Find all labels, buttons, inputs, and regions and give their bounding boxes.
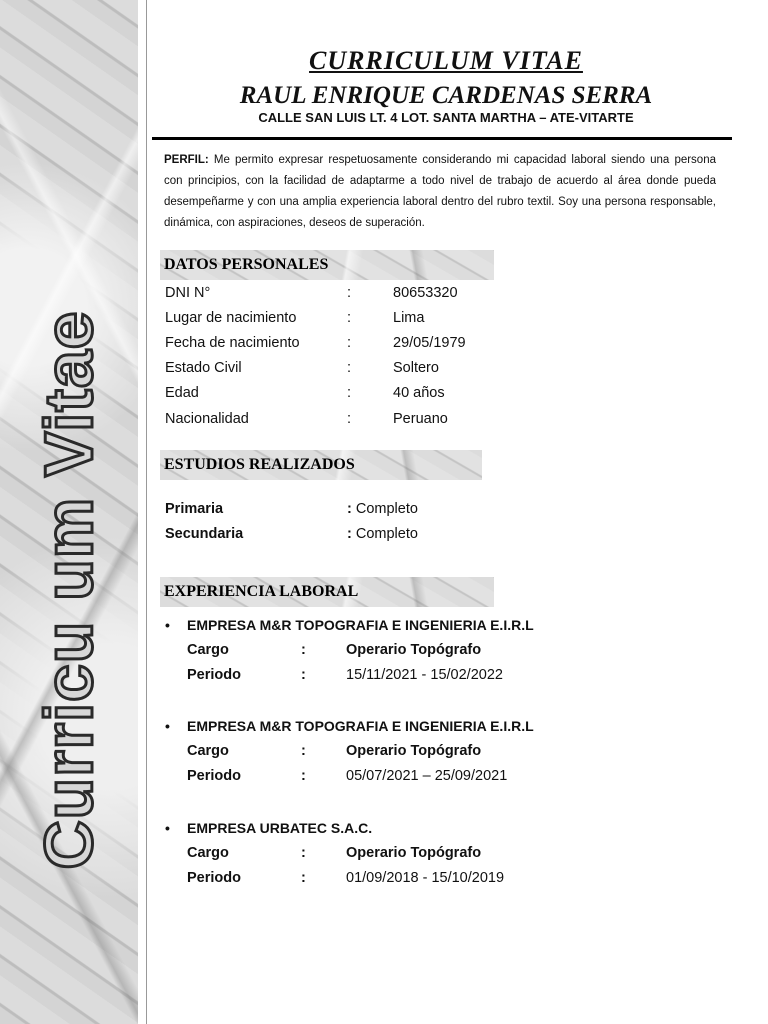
personal-label: Lugar de nacimiento	[165, 310, 297, 326]
personal-value: 80653320	[393, 285, 458, 301]
section-experience-heading: EXPERIENCIA LABORAL	[160, 577, 494, 607]
separator: :	[347, 285, 352, 301]
personal-value: 29/05/1979	[393, 335, 466, 351]
header-rule	[152, 137, 732, 140]
cargo-label: Cargo	[187, 642, 229, 658]
periodo-label: Periodo	[187, 870, 241, 886]
profile-paragraph	[164, 150, 716, 234]
personal-value: Lima	[393, 310, 425, 326]
person-name: RAUL ENRIQUE CARDENAS SERRA	[239, 82, 653, 109]
job-company	[165, 718, 534, 734]
personal-label: Fecha de nacimiento	[165, 335, 300, 351]
vertical-title: Curricu um Vitae	[31, 310, 107, 870]
separator: :	[301, 870, 306, 886]
separator: :	[301, 642, 306, 658]
cv-content	[152, 0, 752, 1024]
education-label: Primaria	[165, 501, 224, 517]
personal-label: Nacionalidad	[165, 411, 249, 427]
periodo-value: 01/09/2018 - 15/10/2019	[346, 870, 505, 886]
personal-value: Peruano	[393, 411, 448, 427]
separator: :	[347, 526, 352, 542]
bullet-icon: •	[165, 820, 170, 836]
company-name: EMPRESA M&R TOPOGRAFIA E INGENIERIA E.I.R.L	[187, 617, 534, 633]
section-personal-heading: DATOS PERSONALES	[160, 250, 494, 280]
periodo-label: Periodo	[187, 667, 241, 683]
bullet-icon: •	[165, 718, 170, 734]
cargo-value: Operario Topógrafo	[346, 845, 482, 861]
separator: :	[301, 743, 306, 759]
separator: :	[347, 501, 352, 517]
education-label: Secundaria	[165, 526, 244, 542]
marble-sidebar	[0, 0, 138, 1024]
person-address: CALLE SAN LUIS LT. 4 LOT. SANTA MARTHA – ATE-VITARTE	[258, 110, 634, 125]
separator: :	[347, 385, 352, 401]
profile-text: Me permito expresar respetuosamente considerando mi capacidad laboral siendo una persona con principios, con la facilidad de adaptarme a todo nivel de trabajo de acuerdo al área donde pueda desempeñarme y con una amplia experiencia laboral dentro del rubro textil. Soy una persona responsable, dinámica, con aspiraciones, deseos de superación.	[164, 154, 716, 229]
periodo-value: 05/07/2021 – 25/09/2021	[346, 768, 508, 784]
job-company	[165, 820, 372, 836]
personal-value: Soltero	[393, 360, 439, 376]
personal-value: 40 años	[393, 385, 445, 401]
cargo-label: Cargo	[187, 743, 229, 759]
separator: :	[347, 310, 352, 326]
separator: :	[301, 667, 306, 683]
education-status: Completo	[355, 501, 418, 517]
company-name: EMPRESA URBATEC S.A.C.	[187, 820, 373, 836]
cargo-label: Cargo	[187, 845, 229, 861]
document-title: CURRICULUM VITAE	[309, 46, 583, 75]
personal-label: Estado Civil	[165, 360, 242, 376]
periodo-label: Periodo	[187, 768, 241, 784]
bullet-icon: •	[165, 617, 170, 633]
personal-label: DNI N°	[165, 285, 211, 301]
personal-label: Edad	[165, 385, 199, 401]
periodo-value: 15/11/2021 - 15/02/2022	[346, 667, 503, 683]
profile-label: PERFIL:	[164, 154, 209, 166]
section-education-heading: ESTUDIOS REALIZADOS	[160, 450, 482, 480]
sidebar-divider	[138, 0, 147, 1024]
separator: :	[301, 768, 306, 784]
separator: :	[347, 411, 352, 427]
education-status: Completo	[355, 526, 418, 542]
education-value	[347, 526, 418, 542]
education-value	[347, 501, 418, 517]
separator: :	[301, 845, 306, 861]
separator: :	[347, 360, 352, 376]
cargo-value: Operario Topógrafo	[346, 743, 482, 759]
job-company	[165, 617, 534, 633]
cargo-value: Operario Topógrafo	[346, 642, 482, 658]
company-name: EMPRESA M&R TOPOGRAFIA E INGENIERIA E.I.R.L	[187, 718, 534, 734]
separator: :	[347, 335, 352, 351]
